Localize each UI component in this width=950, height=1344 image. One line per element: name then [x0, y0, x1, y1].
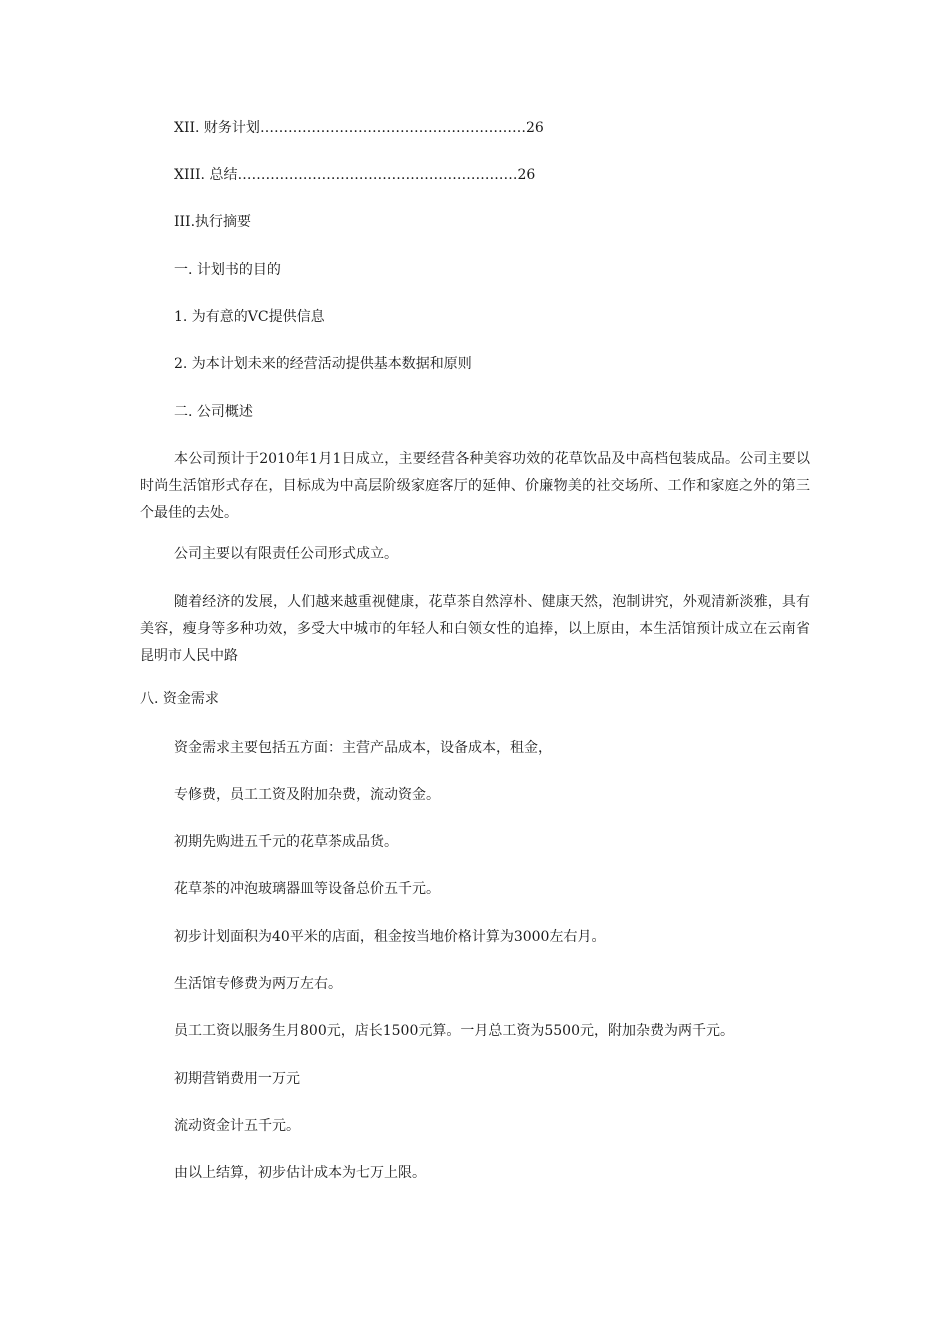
toc-entry-page: 26: [525, 120, 544, 136]
paragraph-line: 员工工资以服务生月800元，店长1500元算。一月总工资为5500元，附加杂费为两千元。: [174, 1023, 734, 1039]
paragraph-line: 初期营销费用一万元: [174, 1071, 300, 1087]
paragraph: 本公司预计于2010年1月1日成立，主要经营各种美容功效的花草饮品及中高档包装成品。公司主要以时尚生活馆形式存在，目标成为中高层阶级家庭客厅的延伸、价廉物美的社交场所、工作和家庭之外的第三个最佳的去处。: [140, 451, 810, 521]
section-heading: III.执行摘要: [174, 214, 252, 230]
paragraph-line: 初步计划面积为40平米的店面，租金按当地价格计算为3000左右月。: [174, 929, 606, 945]
paragraph-line: 流动资金计五千元。: [174, 1118, 300, 1134]
toc-entry-leader: ……………………………………………………: [237, 167, 518, 183]
paragraph: 随着经济的发展，人们越来越重视健康，花草茶自然淳朴、健康天然，泡制讲究，外观清新淡雅，具有美容，瘦身等多种功效，多受大中城市的年轻人和白领女性的追捧，以上原由，本生活馆预计成立在云南省昆明市人民中路: [140, 594, 810, 664]
paragraph: 公司主要以有限责任公司形式成立。: [174, 546, 398, 562]
paragraph-line: 资金需求主要包括五方面：主营产品成本，设备成本，租金，: [174, 740, 552, 756]
toc-entry-label: XII. 财务计划: [174, 120, 260, 136]
toc-entry-leader: …………………………………………………: [259, 120, 526, 136]
toc-entry-label: XIII. 总结: [174, 167, 238, 183]
paragraph-line: 生活馆专修费为两万左右。: [174, 976, 342, 992]
paragraph-line: 专修费，员工工资及附加杂费，流动资金。: [174, 787, 440, 803]
toc-entry[interactable]: [174, 119, 544, 137]
list-item: 2. 为本计划未来的经营活动提供基本数据和原则: [174, 356, 472, 372]
section-heading: 八. 资金需求: [140, 691, 219, 707]
paragraph-line: 初期先购进五千元的花草茶成品货。: [174, 834, 398, 850]
paragraph-line: 由以上结算，初步估计成本为七万上限。: [174, 1165, 426, 1181]
subsection-heading: 二. 公司概述: [174, 404, 253, 420]
toc-entry[interactable]: [174, 166, 535, 184]
subsection-heading: 一. 计划书的目的: [174, 262, 281, 278]
paragraph-line: 花草茶的冲泡玻璃器皿等设备总价五千元。: [174, 881, 440, 897]
list-item: 1. 为有意的VC提供信息: [174, 309, 325, 325]
toc-entry-page: 26: [517, 167, 536, 183]
